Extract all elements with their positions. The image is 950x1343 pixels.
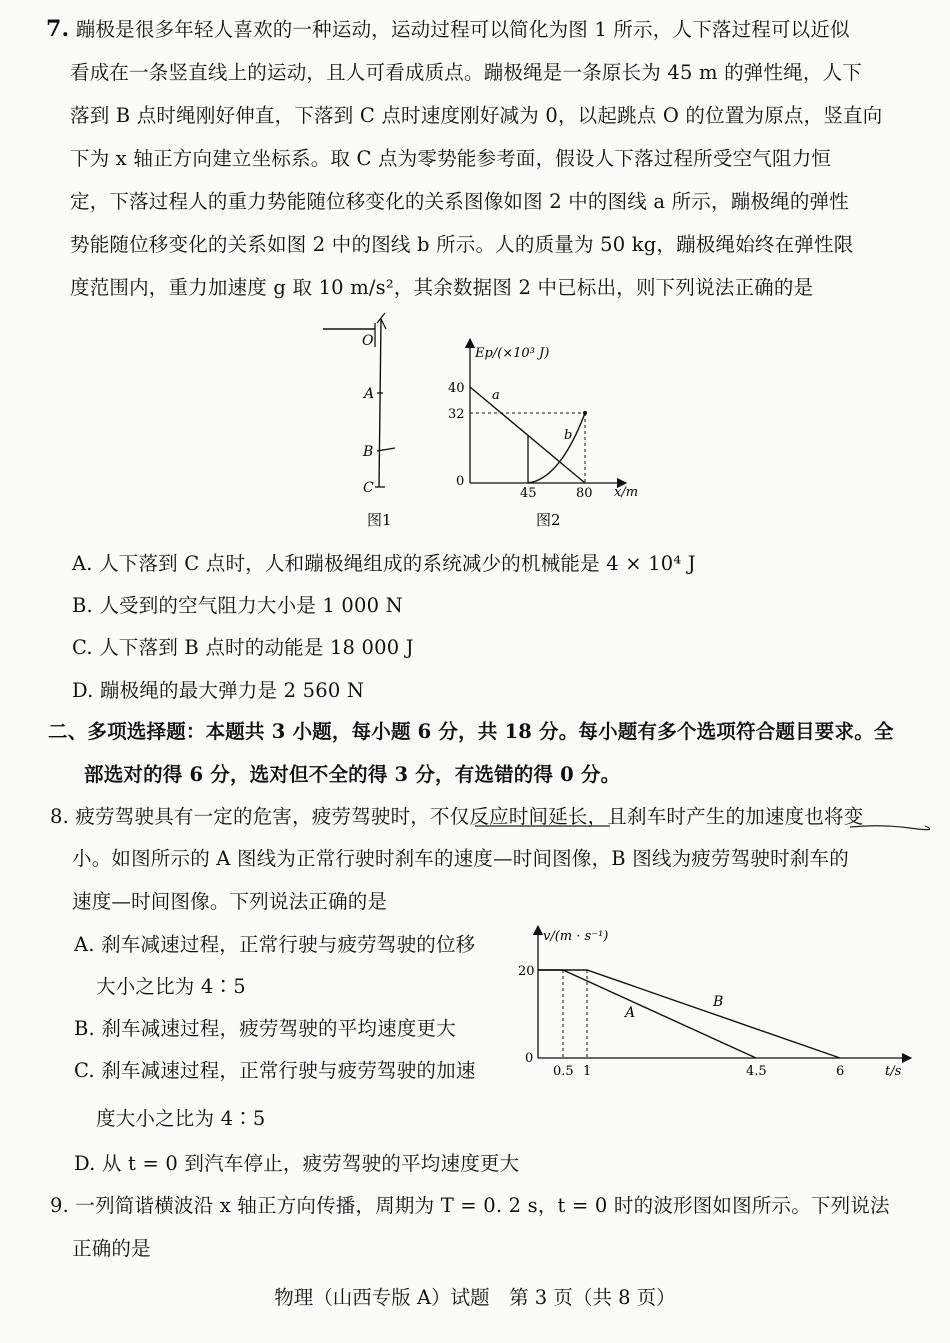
q8-xtick-45: 4.5 xyxy=(746,1064,767,1079)
fig2-xtick-45: 45 xyxy=(520,486,537,501)
q8-option-d: D. 从 t = 0 到汽车停止，疲劳驾驶的平均速度更大 xyxy=(74,1152,520,1175)
fig1-label-b: B xyxy=(363,444,374,460)
fig2-label-a: a xyxy=(492,388,500,403)
fig2-caption: 图2 xyxy=(536,511,561,529)
q8-option-c-cont: 度大小之比为 4∶5 xyxy=(96,1107,266,1130)
q7-line-5: 定，下落过程人的重力势能随位移变化的关系图像如图 2 中的图线 a 所示，蹦极绳的弹性 xyxy=(70,190,849,213)
figure-2 xyxy=(440,335,660,535)
q7-option-a: A. 人下落到 C 点时，人和蹦极绳组成的系统减少的机械能是 4 × 10⁴ J xyxy=(72,552,696,575)
fig1-label-c: C xyxy=(363,480,374,496)
q8-line-2: 小。如图所示的 A 图线为正常行驶时刹车的速度—时间图像，B 图线为疲劳驾驶时刹车的 xyxy=(72,847,849,870)
page-footer: 物理（山西专版 A）试题 第 3 页（共 8 页） xyxy=(274,1286,676,1309)
q8-xlabel: t/s xyxy=(885,1064,902,1079)
fig2-ytick-32: 32 xyxy=(448,407,465,422)
q8-xtick-05: 0.5 xyxy=(553,1064,574,1079)
fig2-xlabel: x/m xyxy=(614,485,639,500)
q7-option-c: C. 人下落到 B 点时的动能是 18 000 J xyxy=(72,636,414,659)
q8-label-b: B xyxy=(713,994,724,1010)
q8-xtick-1: 1 xyxy=(583,1064,592,1079)
q9-line-2: 正确的是 xyxy=(72,1237,151,1260)
q8-line-a xyxy=(538,970,756,1058)
q7-line-3: 落到 B 点时绳刚好伸直，下落到 C 点时速度刚好减为 0，以起跳点 O 的位置为原点，竖直向 xyxy=(70,104,883,127)
fig2-label-b: b xyxy=(564,428,573,443)
q8-option-c: C. 刹车减速过程，正常行驶与疲劳驾驶的加速 xyxy=(74,1059,476,1082)
q8-origin: 0 xyxy=(525,1051,534,1066)
q7-text-1: 蹦极是很多年轻人喜欢的一种运动，运动过程可以简化为图 1 所示，人下落过程可以近似 xyxy=(75,18,850,41)
q7-line-1 xyxy=(46,14,850,42)
q8-vt-graph xyxy=(515,922,915,1087)
fig1-label-a: A xyxy=(364,386,375,402)
fig1-caption: 图1 xyxy=(367,511,392,529)
q7-line-2: 看成在一条竖直线上的运动，且人可看成质点。蹦极绳是一条原长为 45 m 的弹性绳，人下 xyxy=(70,61,862,84)
q8-option-a-cont: 大小之比为 4∶5 xyxy=(96,975,246,998)
fig1-label-o: O xyxy=(362,333,374,349)
underline-acceleration xyxy=(850,826,930,830)
q7-line-4: 下为 x 轴正方向建立坐标系。取 C 点为零势能参考面，假设人下落过程所受空气阻力恒 xyxy=(70,147,832,170)
q8-line-b xyxy=(538,970,840,1058)
figure-1 xyxy=(315,305,415,535)
q7-line-6: 势能随位移变化的关系如图 2 中的图线 b 所示。人的质量为 50 kg，蹦极绳始终在弹性限 xyxy=(70,233,854,256)
q8-option-b: B. 刹车减速过程，疲劳驾驶的平均速度更大 xyxy=(74,1017,456,1040)
q8-label-a: A xyxy=(625,1005,636,1021)
fig2-ytick-40: 40 xyxy=(448,381,465,396)
q8-handwritten-underline xyxy=(470,822,930,836)
q7-option-d: D. 蹦极绳的最大弹力是 2 560 N xyxy=(72,679,365,702)
q8-line-1: 8. 疲劳驾驶具有一定的危害，疲劳驾驶时，不仅反应时间延长，且刹车时产生的加速度也将变 xyxy=(50,805,864,828)
q7-option-b: B. 人受到的空气阻力大小是 1 000 N xyxy=(72,594,403,617)
fig2-ylabel: Ep/(×10³ J) xyxy=(475,346,550,361)
section-2-heading-2: 部选对的得 6 分，选对但不全的得 3 分，有选错的得 0 分。 xyxy=(84,763,621,786)
fig2-origin: 0 xyxy=(456,474,465,489)
q7-number: 7. xyxy=(46,16,70,42)
q8-ytick-20: 20 xyxy=(518,964,535,979)
q8-option-a: A. 刹车减速过程，正常行驶与疲劳驾驶的位移 xyxy=(74,933,476,956)
q9-line-1: 9. 一列简谐横波沿 x 轴正方向传播，周期为 T = 0. 2 s，t = 0 时的波形图如图所示。下列说法 xyxy=(50,1194,890,1217)
fig2-point-80 xyxy=(583,411,587,415)
fig2-xtick-80: 80 xyxy=(576,486,593,501)
q8-ylabel: v/(m · s⁻¹) xyxy=(543,929,609,944)
q7-line-7: 度范围内，重力加速度 g 取 10 m/s²，其余数据图 2 中已标出，则下列说法正确的是 xyxy=(70,276,814,299)
q8-xtick-6: 6 xyxy=(836,1064,845,1079)
fig2-line-b xyxy=(528,413,585,483)
q8-line-3: 速度—时间图像。下列说法正确的是 xyxy=(72,890,388,913)
fig1-vertical-path xyxy=(379,319,381,487)
section-2-heading: 二、多项选择题：本题共 3 小题，每小题 6 分，共 18 分。每小题有多个选项符合题目要求。全 xyxy=(48,720,894,743)
